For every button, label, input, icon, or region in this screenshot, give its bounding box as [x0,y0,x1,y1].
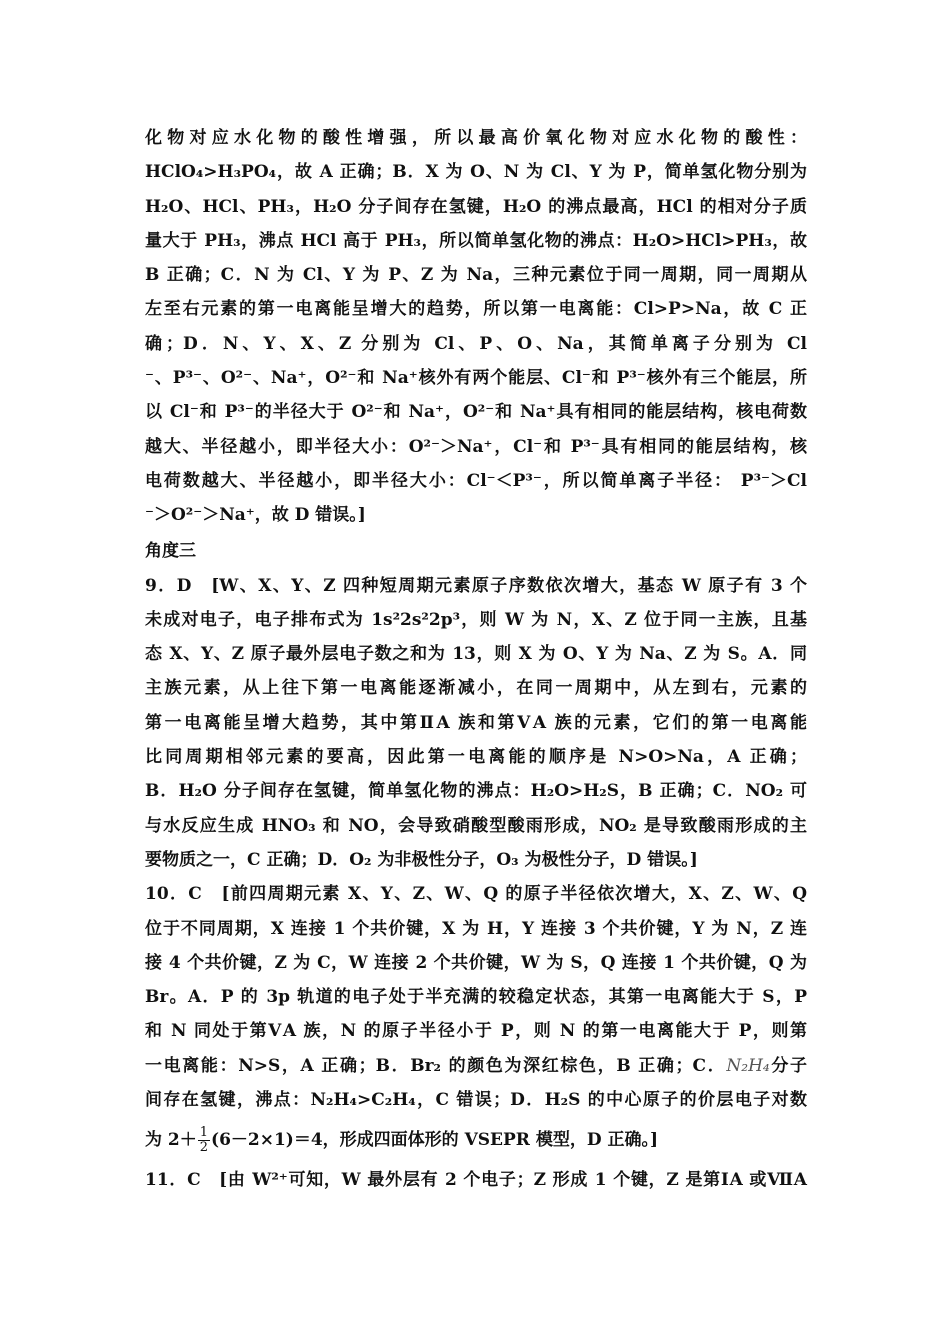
text-line: 以 Cl⁻和 P³⁻的半径大于 O²⁻和 Na⁺，O²⁻和 Na⁺具有相同的能层结构，核电荷数 [145,402,807,423]
fraction-numerator: 1 [199,1125,209,1141]
q9-line: 主族元素，从上往下第一电离能逐渐减小，在同一周期中，从左到右，元素的 [145,678,807,699]
q10-line: 位于不同周期，X 连接 1 个共价键，X 为 H，Y 连接 3 个共价键，Y 为 N，Z 连 [145,918,807,939]
text-line: 量大于 PH₃，沸点 HCl 高于 PH₃，所以简单氢化物的沸点：H₂O>HCl>PH₃，故 [145,230,807,251]
text-line: ⁻、P³⁻、O²⁻、Na⁺，O²⁻和 Na⁺核外有两个能层、Cl⁻和 P³⁻核外有三个能层，所 [145,368,807,389]
text-line: 化物对应水化物的酸性增强，所以最高价氧化物对应水化物的酸性： [145,128,807,148]
q9-line: 第一电离能呈增大趋势，其中第ⅡA 族和第ⅤA 族的元素，它们的第一电离能 [145,712,807,733]
section-heading: 角度三 [145,540,196,561]
q10-line6-tail: 分子 [769,1055,808,1076]
q9-line: B．H₂O 分子间存在氢键，简单氢化物的沸点：H₂O>H₂S，B 正确；C．NO₂ 可 [145,781,807,802]
text-line: H₂O、HCl、PH₃，H₂O 分子间存在氢键，H₂O 的沸点最高，HCl 的相对分子质 [145,196,807,217]
q10-line8-tail: (6－2×1)＝4，形成四面体形的 VSEPR 模型，D 正确。] [211,1130,659,1151]
answer-document [145,121,807,1198]
text-line: HClO₄>H₃PO₄，故 A 正确；B．X 为 O、N 为 Cl、Y 为 P，简单氢化物分别为 [145,162,807,183]
formula-n2h4: N₂H₄ [726,1055,770,1076]
text-line: 电荷数越大、半径越小，即半径大小：Cl⁻＜P³⁻，所以简单离子半径： P³⁻＞Cl [145,470,807,491]
text-line: 左至右元素的第一电离能呈增大的趋势，所以第一电离能：Cl>P>Na，故 C 正 [145,299,807,320]
q9-line: 要物质之一，C 正确；D．O₂ 为非极性分子，O₃ 为极性分子，D 错误。] [145,849,698,870]
q10-line6-text: 一电离能：N>S，A 正确；B．Br₂ 的颜色为深红棕色，B 正确；C． [145,1055,727,1076]
q11-line: 11．C [由 W²⁺可知，W 最外层有 2 个电子；Z 形成 1 个键，Z 是第ⅠA 或ⅦA [145,1170,807,1191]
q10-line [145,1117,807,1163]
q10-line: 间存在氢键，沸点：N₂H₄>C₂H₄，C 错误；D．H₂S 的中心原子的价层电子对数 [145,1090,807,1111]
q9-line: 比同周期相邻元素的要高，因此第一电离能的顺序是 N>O>Na，A 正确； [145,747,807,768]
q10-line: 和 N 同处于第ⅤA 族，N 的原子半径小于 P，则 N 的第一电离能大于 P，则第 [145,1021,807,1042]
q9-line: 与水反应生成 HNO₃ 和 NO，会导致硝酸型酸雨形成，NO₂ 是导致酸雨形成的主 [145,815,807,836]
q9-line: 9．D [W、X、Y、Z 四种短周期元素原子序数依次增大，基态 W 原子有 3 个 [145,575,807,596]
text-line: ⁻＞O²⁻＞Na⁺，故 D 错误。] [145,505,366,526]
q10-line: Br。A．P 的 3p 轨道的电子处于半充满的较稳定状态，其第一电离能大于 S，P [145,987,807,1008]
fraction-one-half [198,1126,210,1155]
fraction-denominator: 2 [199,1140,209,1156]
q10-line: 接 4 个共价键，Z 为 C，W 连接 2 个共价键，W 为 S，Q 连接 1 个共价键，Q 为 [145,952,807,973]
q10-line [145,1049,807,1083]
q9-line: 态 X、Y、Z 原子最外层电子数之和为 13，则 X 为 O、Y 为 Na、Z 为 S。A．同 [145,644,807,665]
q10-line: 10．C [前四周期元素 X、Y、Z、W、Q 的原子半径依次增大，X、Z、W、Q [145,884,807,905]
text-line: 越大、半径越小，即半径大小：O²⁻＞Na⁺，Cl⁻和 P³⁻具有相同的能层结构，核 [145,436,807,457]
q10-line8-text: 为 2＋ [145,1130,197,1151]
q9-line: 未成对电子，电子排布式为 1s²2s²2p³，则 W 为 N，X、Z 位于同一主族，且基 [145,609,807,630]
text-line: B 正确；C．N 为 Cl、Y 为 P、Z 为 Na，三种元素位于同一周期，同一周期从 [145,265,807,286]
text-line: 确；D．N、Y、X、Z 分别为 Cl、P、O、Na，其简单离子分别为 Cl [145,333,807,354]
